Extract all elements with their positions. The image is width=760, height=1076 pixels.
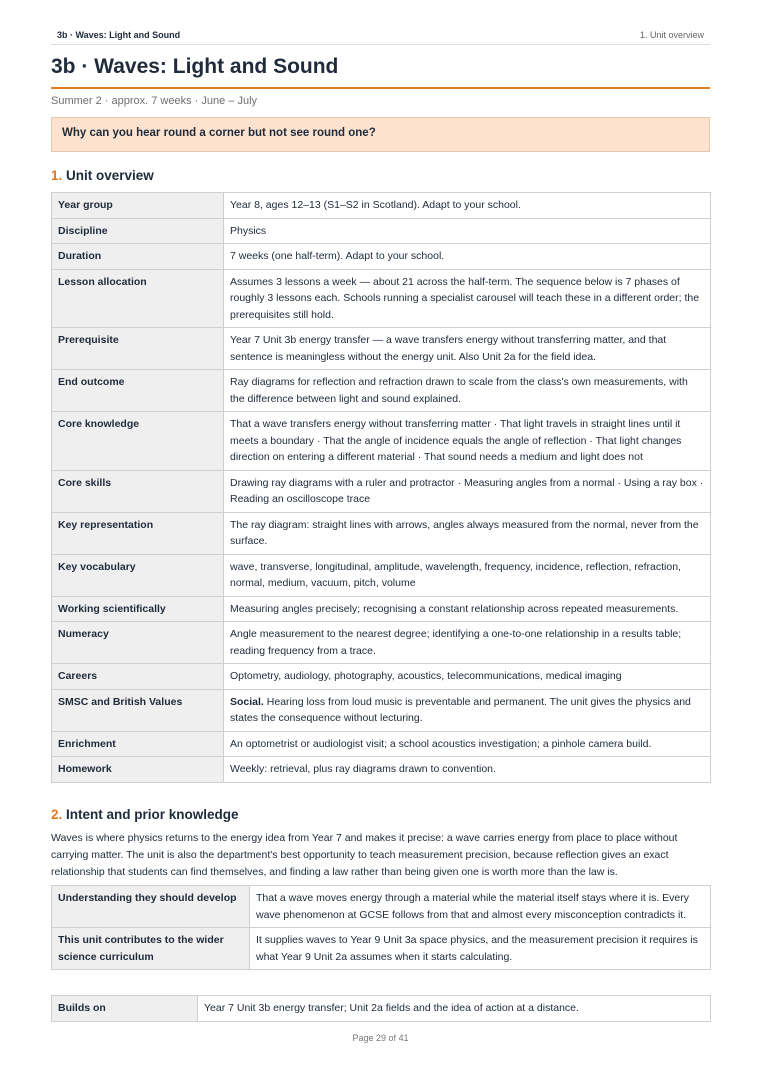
table-row (52, 512, 711, 554)
row-key: Year group (52, 193, 224, 219)
row-value: Measuring angles precisely; recognising a constant relationship across repeated measurements. (224, 596, 711, 622)
row-value: Year 8, ages 12–13 (S1–S2 in Scotland). Adapt to your school. (224, 193, 711, 219)
key-question-callout: Why can you hear round a corner but not see round one? (51, 117, 710, 152)
row-value: Assumes 3 lessons a week — about 21 across the half-term. The sequence below is 7 phases of roughly 3 lessons each. Schools running a specialist carousel will teach these in a different order; the prerequisites still hold. (224, 269, 711, 328)
table-row (52, 731, 711, 757)
table-row (52, 218, 711, 244)
row-key: Builds on (52, 996, 198, 1022)
table-row (52, 193, 711, 219)
row-value: Year 7 Unit 3b energy transfer; Unit 2a fields and the idea of action at a distance. (198, 996, 711, 1022)
table-row (52, 664, 711, 690)
section-heading-intent (51, 807, 239, 822)
intent-table (51, 885, 711, 970)
table-row (52, 412, 711, 471)
row-value: Optometry, audiology, photography, acoustics, telecommunications, medical imaging (224, 664, 711, 690)
row-key: Understanding they should develop (52, 886, 250, 928)
table-row (52, 596, 711, 622)
table-row (52, 689, 711, 731)
row-value: Weekly: retrieval, plus ray diagrams drawn to convention. (224, 757, 711, 783)
section-number: 2. (51, 807, 63, 822)
row-value: That a wave moves energy through a material while the material itself stays where it is. Every wave phenomenon at GCSE follows from that and almost every misconception contradicts it. (250, 886, 711, 928)
row-key: Duration (52, 244, 224, 270)
table-row (52, 996, 711, 1022)
page-number: Page 29 of 41 (352, 1033, 409, 1043)
row-key: Key representation (52, 512, 224, 554)
table-row (52, 757, 711, 783)
row-value: 7 weeks (one half-term). Adapt to your school. (224, 244, 711, 270)
row-key: Prerequisite (52, 328, 224, 370)
page-subtitle: Summer 2 · approx. 7 weeks · June – July (51, 95, 258, 107)
row-key: Working scientifically (52, 596, 224, 622)
row-value: Year 7 Unit 3b energy transfer — a wave transfers energy without transferring matter, and that sentence is meaningless without the energy unit. Also Unit 2a for the field idea. (224, 328, 711, 370)
row-value-emphasis: Social. (230, 695, 264, 708)
intent-paragraph: Waves is where physics returns to the energy idea from Year 7 and makes it precise: a wave carries energy from place to place without carrying matter. The unit is also the department's best opportunity to teach measurement precision, because reflection gives an exact relationship that students can find themselves, and finding a law rather than being given one is worth more than the law is. (51, 832, 678, 878)
table-row (52, 622, 711, 664)
row-key: Enrichment (52, 731, 224, 757)
row-value: Physics (224, 218, 711, 244)
table-row (52, 886, 711, 928)
row-value: That a wave transfers energy without transferring matter · That light travels in straight lines until it meets a boundary · That the angle of incidence equals the angle of reflection · That light changes direction on entering a different material · That sound needs a medium and light does not (224, 412, 711, 471)
row-key: Key vocabulary (52, 554, 224, 596)
builds-on-table (51, 995, 711, 1022)
table-row (52, 554, 711, 596)
row-value: Angle measurement to the nearest degree; identifying a one-to-one relationship in a results table; reading frequency from a trace. (224, 622, 711, 664)
table-row (52, 928, 711, 970)
row-value: Ray diagrams for reflection and refraction drawn to scale from the class's own measurements, with the difference between light and sound explained. (224, 370, 711, 412)
row-key: Lesson allocation (52, 269, 224, 328)
row-key: Discipline (52, 218, 224, 244)
row-value-text: Hearing loss from loud music is preventable and permanent. The unit gives the physics and states the consequence without lecturing. (230, 695, 691, 724)
row-key: Homework (52, 757, 224, 783)
row-key: SMSC and British Values (52, 689, 224, 731)
row-key: Core skills (52, 470, 224, 512)
running-section: 1. Unit overview (639, 30, 704, 40)
section-title: Intent and prior knowledge (66, 807, 239, 822)
row-value: An optometrist or audiologist visit; a school acoustics investigation; a pinhole camera build. (224, 731, 711, 757)
page-title: 3b · Waves: Light and Sound (51, 53, 710, 89)
row-value (224, 689, 711, 731)
running-title: 3b · Waves: Light and Sound (57, 30, 181, 40)
section-title: Unit overview (66, 168, 154, 183)
row-value: Drawing ray diagrams with a ruler and protractor · Measuring angles from a normal · Using a ray box · Reading an oscilloscope trace (224, 470, 711, 512)
row-value: wave, transverse, longitudinal, amplitude, wavelength, frequency, incidence, reflection, refraction, normal, medium, vacuum, pitch, volume (224, 554, 711, 596)
table-row (52, 328, 711, 370)
row-value: It supplies waves to Year 9 Unit 3a space physics, and the measurement precision it requires is what Year 9 Unit 2a assumes when it starts calculating. (250, 928, 711, 970)
row-value: The ray diagram: straight lines with arrows, angles always measured from the normal, never from the surface. (224, 512, 711, 554)
row-key: End outcome (52, 370, 224, 412)
table-row (52, 269, 711, 328)
section-number: 1. (51, 168, 63, 183)
row-key: This unit contributes to the wider science curriculum (52, 928, 250, 970)
row-key: Numeracy (52, 622, 224, 664)
running-header (51, 28, 710, 45)
table-row (52, 470, 711, 512)
table-row (52, 370, 711, 412)
row-key: Core knowledge (52, 412, 224, 471)
table-row (52, 244, 711, 270)
unit-overview-table (51, 192, 711, 783)
section-heading-unit-overview (51, 168, 154, 183)
row-key: Careers (52, 664, 224, 690)
